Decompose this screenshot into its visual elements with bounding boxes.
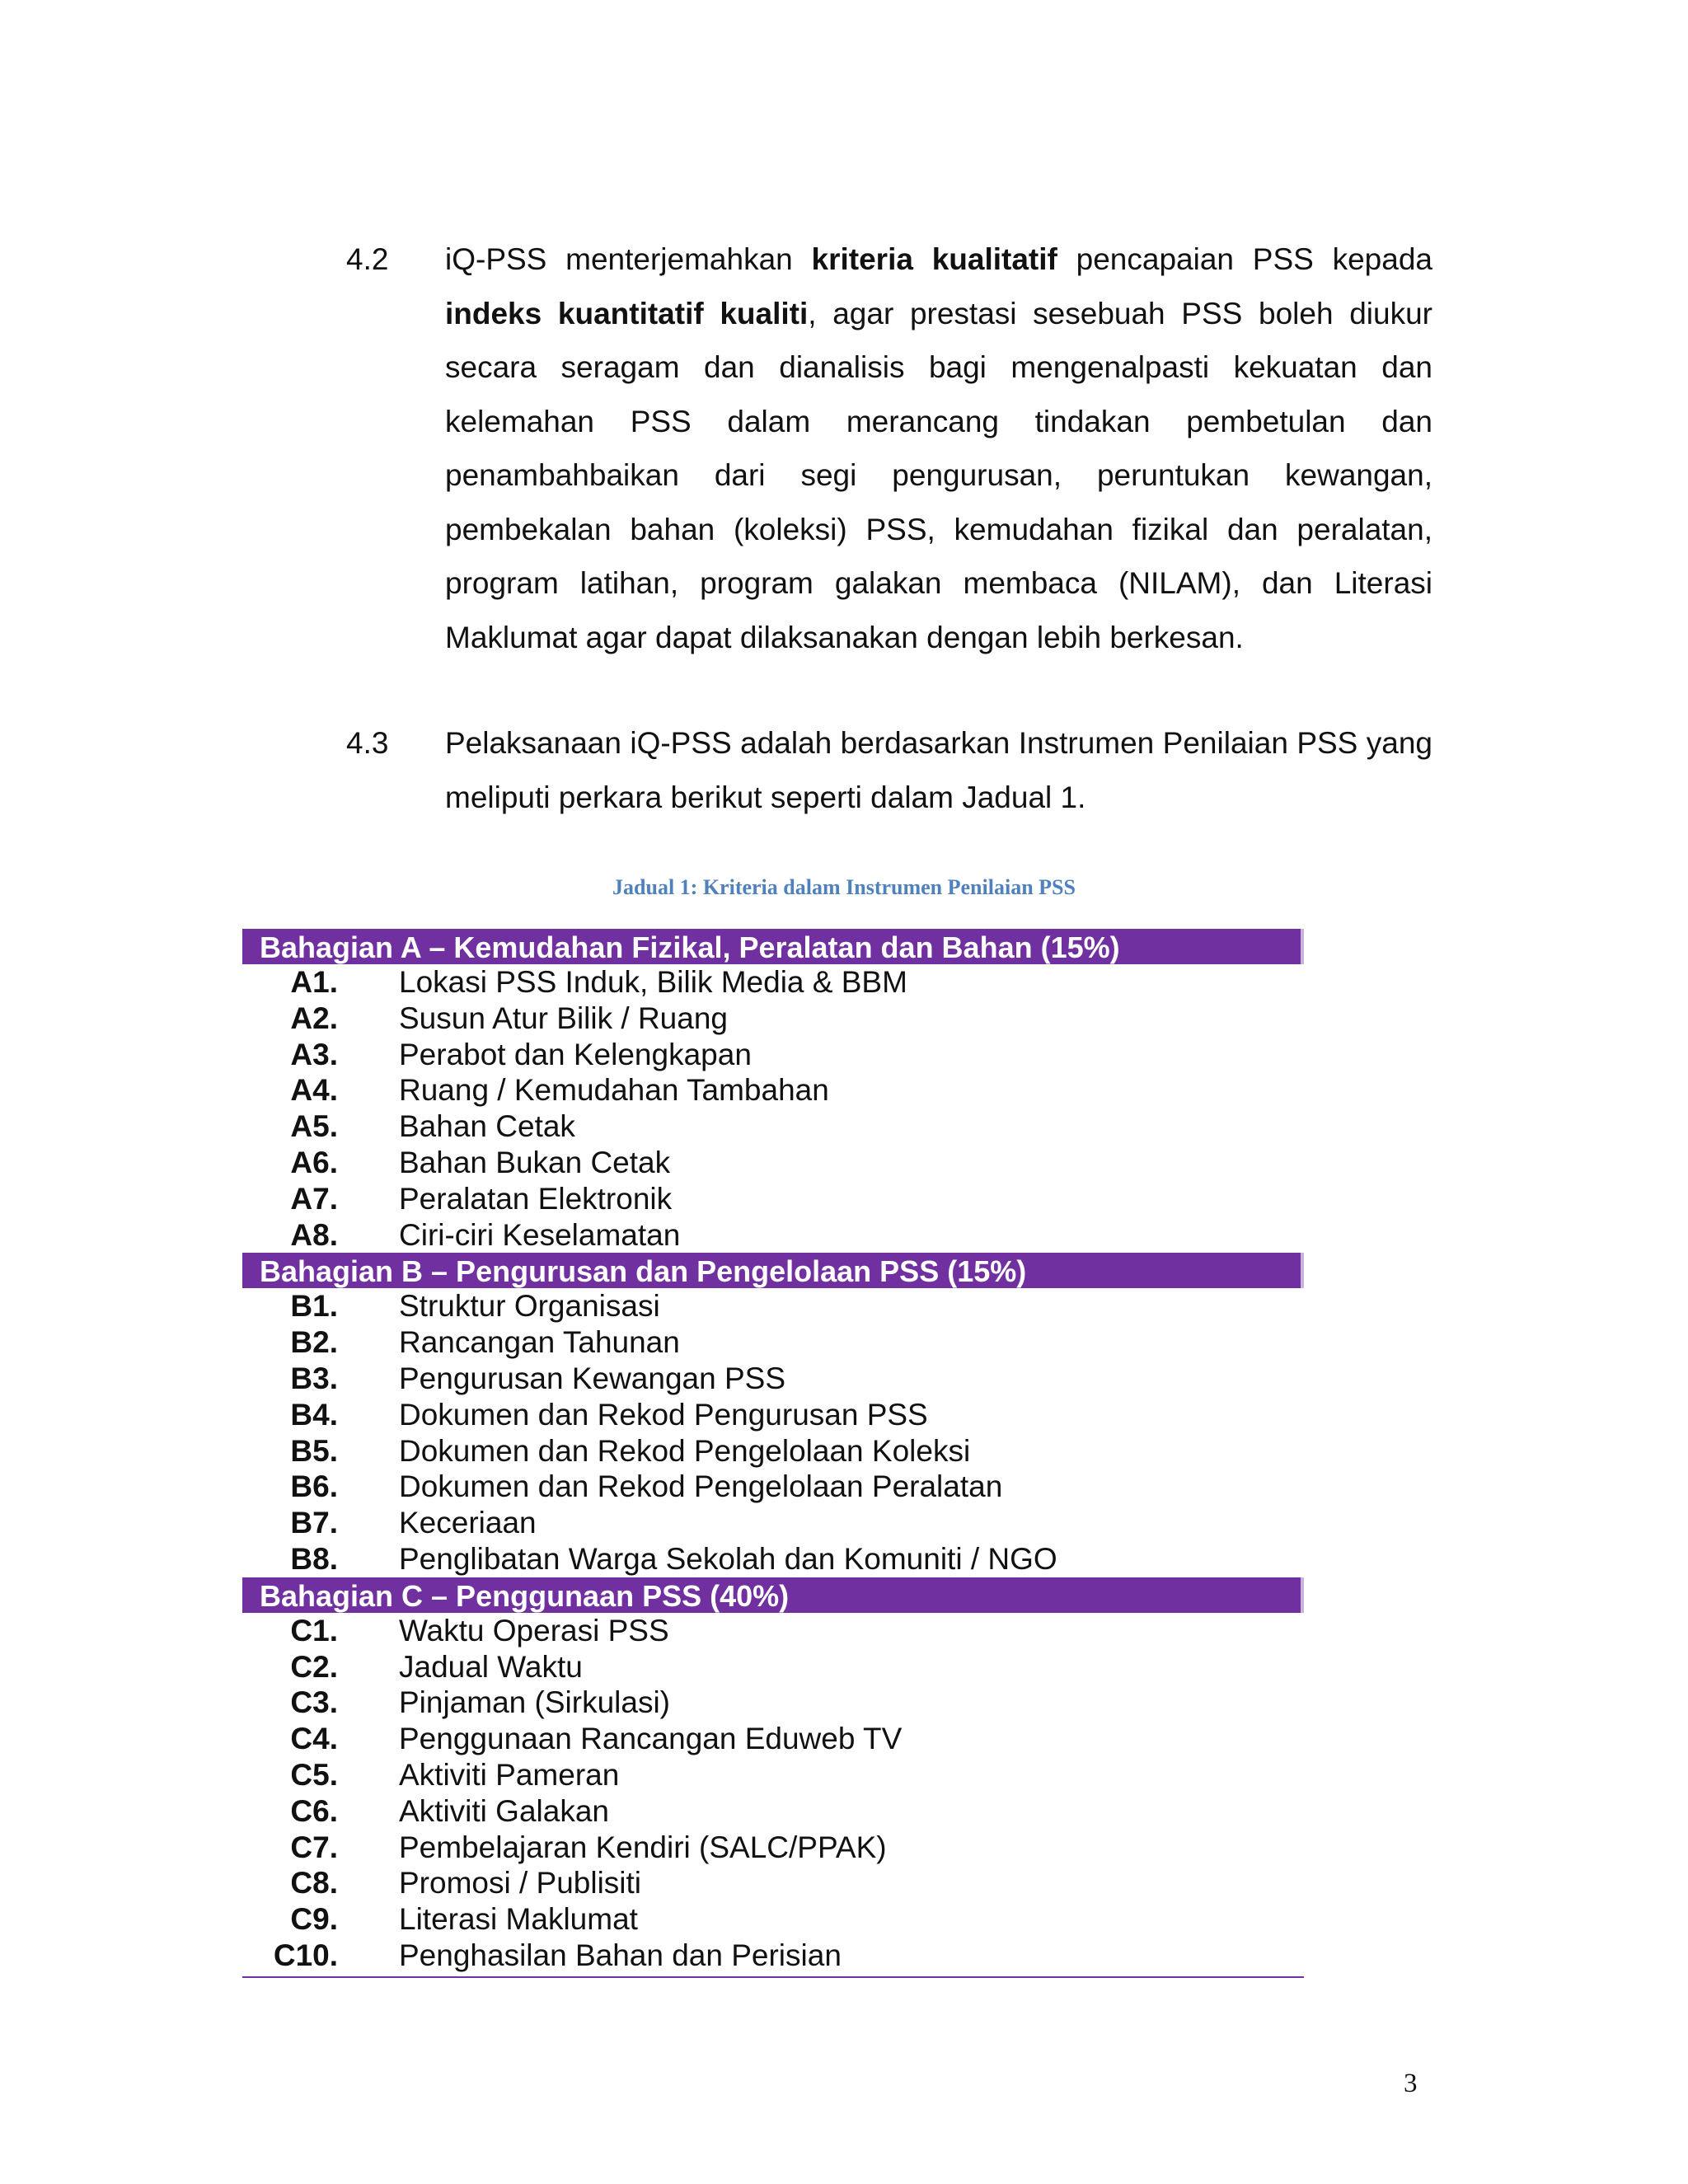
criterion-code: A8. [290,1217,338,1252]
criterion-code: C8. [290,1866,338,1900]
criterion-label: Dokumen dan Rekod Pengelolaan Peralatan [399,1469,1003,1504]
table-row [242,1397,1304,1433]
criterion-label: Promosi / Publisiti [399,1866,642,1900]
text-segment: iQ-PSS menterjemahkan [445,242,812,276]
table-caption: Jadual 1: Kriteria dalam Instrumen Penilaian PSS [612,875,1076,899]
criterion-label: Literasi Maklumat [399,1902,638,1937]
criterion-code: B4. [290,1397,338,1432]
paragraph-number: 4.2 [346,242,389,276]
criterion-label: Aktiviti Galakan [399,1793,609,1828]
criterion-code: A3. [290,1037,338,1071]
criterion-code: C7. [290,1830,338,1864]
criterion-label: Ciri-ciri Keselamatan [399,1217,681,1252]
table-row [242,1288,1304,1324]
table-row [242,1145,1304,1181]
table-bottom-rule [242,1976,1304,1978]
table-row [242,1793,1304,1830]
paragraph-body [445,232,1432,664]
criterion-code: C4. [290,1722,338,1756]
criterion-label: Perabot dan Kelengkapan [399,1037,752,1071]
page-number: 3 [1404,2069,1418,2098]
table-row [242,1469,1304,1505]
criterion-code: C1. [290,1613,338,1647]
table-row [242,1217,1304,1254]
criterion-code: A4. [290,1073,338,1108]
criterion-label: Bahan Bukan Cetak [399,1145,671,1179]
table-row [242,1830,1304,1866]
criterion-label: Susun Atur Bilik / Ruang [399,1001,728,1035]
table-row [242,1613,1304,1649]
criterion-code: B8. [290,1541,338,1576]
criterion-code: C9. [290,1902,338,1937]
criterion-label: Struktur Organisasi [399,1289,660,1324]
criterion-label: Penghasilan Bahan dan Perisian [399,1938,842,1972]
text-segment: pencapaian PSS kepada [1057,242,1432,276]
table-row [242,1685,1304,1721]
criterion-label: Keceriaan [399,1506,537,1540]
table-row [242,1001,1304,1037]
paragraph-body: Pelaksanaan iQ-PSS adalah berdasarkan Instrumen Penilaian PSS yang meliputi perkara berikut seperti dalam Jadual 1. [445,726,1432,814]
criterion-code: C3. [290,1685,338,1720]
table-row [242,964,1304,1001]
text-segment: , agar prestasi sesebuah PSS boleh diukur secara seragam dan dianalisis bagi mengenalpasti kekuatan dan kelemahan PSS dalam merancang tindakan pembetulan dan penambahbaikan dari segi pengurusan, peruntukan kewangan, pembekalan bahan (koleksi) PSS, kemudahan fizikal dan peralatan, program latihan, program galakan membaca (NILAM), dan Literasi Maklumat agar dapat dilaksanakan dengan lebih berkesan. [445,296,1432,654]
table-row [242,1505,1304,1541]
criterion-code: B7. [290,1506,338,1540]
table-row [242,1361,1304,1397]
table-row [242,1072,1304,1108]
table-row [242,1649,1304,1685]
table-row [242,1938,1304,1974]
criterion-code: C10. [273,1938,338,1972]
criterion-code: A1. [290,965,338,999]
criterion-code: C6. [290,1793,338,1828]
criterion-code: A7. [290,1181,338,1216]
table-row [242,1757,1304,1793]
criterion-code: B3. [290,1361,338,1395]
criterion-label: Dokumen dan Rekod Pengurusan PSS [399,1397,928,1432]
criterion-code: C2. [290,1649,338,1684]
criterion-label: Penggunaan Rancangan Eduweb TV [399,1722,903,1756]
paragraph-number: 4.3 [346,726,389,760]
criterion-code: C5. [290,1757,338,1792]
criterion-label: Jadual Waktu [399,1649,583,1684]
criterion-code: A5. [290,1109,338,1144]
table-row [242,1037,1304,1073]
bold-term: kriteria kualitatif [811,242,1057,276]
criterion-label: Pembelajaran Kendiri (SALC/PPAK) [399,1830,887,1864]
criterion-label: Pengurusan Kewangan PSS [399,1361,786,1395]
criterion-label: Bahan Cetak [399,1109,575,1144]
criterion-code: B2. [290,1325,338,1360]
table-row [242,1324,1304,1361]
table-row [242,1433,1304,1469]
table-row [242,1108,1304,1145]
criterion-label: Lokasi PSS Induk, Bilik Media & BBM [399,965,907,999]
section-header: Bahagian B – Pengurusan dan Pengelolaan PSS (15%) [242,1253,1304,1288]
criterion-code: B6. [290,1469,338,1504]
criterion-label: Pinjaman (Sirkulasi) [399,1685,670,1720]
table-row [242,1721,1304,1757]
criterion-code: A6. [290,1145,338,1179]
criterion-label: Aktiviti Pameran [399,1757,620,1792]
section-header: Bahagian A – Kemudahan Fizikal, Peralatan dan Bahan (15%) [242,929,1304,964]
criterion-label: Rancangan Tahunan [399,1325,680,1360]
table-row [242,1865,1304,1901]
criterion-code: A2. [290,1001,338,1035]
criterion-label: Peralatan Elektronik [399,1181,673,1216]
bold-term: indeks kuantitatif kualiti [445,296,809,330]
criterion-code: B1. [290,1289,338,1324]
criterion-code: B5. [290,1433,338,1468]
criterion-label: Penglibatan Warga Sekolah dan Komuniti / NGO [399,1541,1057,1576]
table-row [242,1541,1304,1577]
criterion-label: Ruang / Kemudahan Tambahan [399,1073,829,1108]
criterion-label: Waktu Operasi PSS [399,1613,669,1647]
table-row [242,1181,1304,1217]
criteria-table [242,929,1304,1978]
section-header: Bahagian C – Penggunaan PSS (40%) [242,1577,1304,1613]
criterion-label: Dokumen dan Rekod Pengelolaan Koleksi [399,1433,971,1468]
table-row [242,1901,1304,1938]
